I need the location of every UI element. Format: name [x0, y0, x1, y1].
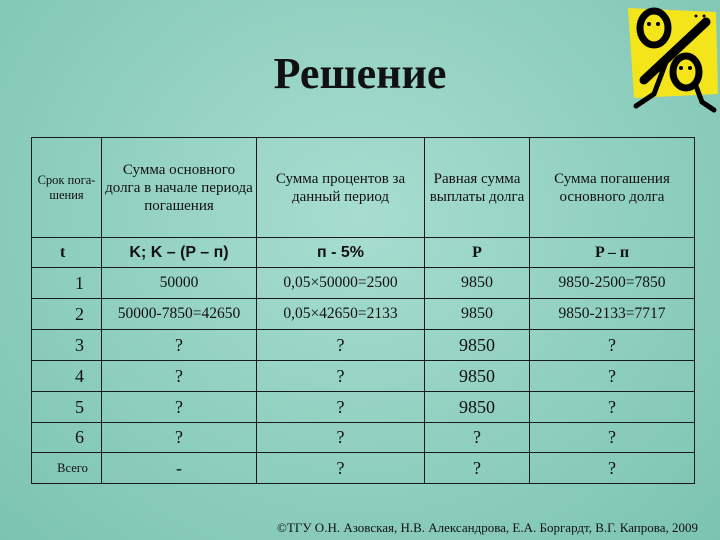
header-principal-repayment: Сумма погашения основного долга [530, 138, 695, 238]
header-term: Срок пога-шения [32, 138, 102, 238]
cell-interest: ? [257, 423, 425, 453]
copyright-footer: ©ТГУ О.Н. Азовская, Н.В. Александрова, Е.А. Боргардт, В.Г. Капрова, 2009 [277, 520, 698, 535]
cell-principal-balance: ? [102, 423, 257, 453]
header-principal-balance: Сумма основного долга в начале периода погашения [102, 138, 257, 238]
cell-principal-balance: ? [102, 330, 257, 361]
table-row [32, 392, 695, 423]
cell-principal-balance: 50000 [102, 268, 257, 299]
cell-payment: ? [425, 453, 530, 484]
cell-interest: ? [257, 392, 425, 423]
cell-principal-repayment: ? [530, 392, 695, 423]
cell-principal-repayment: ? [530, 423, 695, 453]
cell-principal-balance: 50000-7850=42650 [102, 299, 257, 330]
cell-principal-balance: - [102, 453, 257, 484]
table-formula-row [32, 238, 695, 268]
cell-principal-repayment: ? [530, 361, 695, 392]
table-row [32, 361, 695, 392]
cell-term: 5 [32, 392, 102, 423]
repayment-table [31, 137, 695, 484]
table-header-row [32, 138, 695, 238]
header-interest: Сумма процентов за данный период [257, 138, 425, 238]
cell-principal-repayment: ? [530, 453, 695, 484]
cell-term: 2 [32, 299, 102, 330]
formula-interest: п - 5% [257, 238, 425, 268]
cell-term: 1 [32, 268, 102, 299]
cell-term: 6 [32, 423, 102, 453]
cell-interest: ? [257, 330, 425, 361]
cell-principal-repayment: ? [530, 330, 695, 361]
formula-payment: P [425, 238, 530, 268]
cell-payment: ? [425, 423, 530, 453]
table-row [32, 330, 695, 361]
cell-interest: 0,05×50000=2500 [257, 268, 425, 299]
cell-principal-repayment: 9850-2133=7717 [530, 299, 695, 330]
cell-payment: 9850 [425, 268, 530, 299]
table-row [32, 299, 695, 330]
cell-principal-repayment: 9850-2500=7850 [530, 268, 695, 299]
table-row [32, 268, 695, 299]
table-row [32, 423, 695, 453]
percent-sign-icon [618, 2, 720, 120]
cell-payment: 9850 [425, 330, 530, 361]
formula-term: t [32, 238, 102, 268]
cell-interest: 0,05×42650=2133 [257, 299, 425, 330]
slide-title: Решение [273, 49, 447, 98]
cell-payment: 9850 [425, 361, 530, 392]
cell-payment: 9850 [425, 299, 530, 330]
cell-principal-balance: ? [102, 392, 257, 423]
cell-term: 3 [32, 330, 102, 361]
cell-principal-balance: ? [102, 361, 257, 392]
cell-interest: ? [257, 453, 425, 484]
cell-interest: ? [257, 361, 425, 392]
cell-payment: 9850 [425, 392, 530, 423]
cell-term: 4 [32, 361, 102, 392]
table-total-row [32, 453, 695, 484]
formula-principal-balance: K; K – (P – п) [102, 238, 257, 268]
formula-principal-repayment: P – п [530, 238, 695, 268]
header-payment: Равная сумма выплаты долга [425, 138, 530, 238]
cell-total-label: Всего [32, 453, 102, 484]
